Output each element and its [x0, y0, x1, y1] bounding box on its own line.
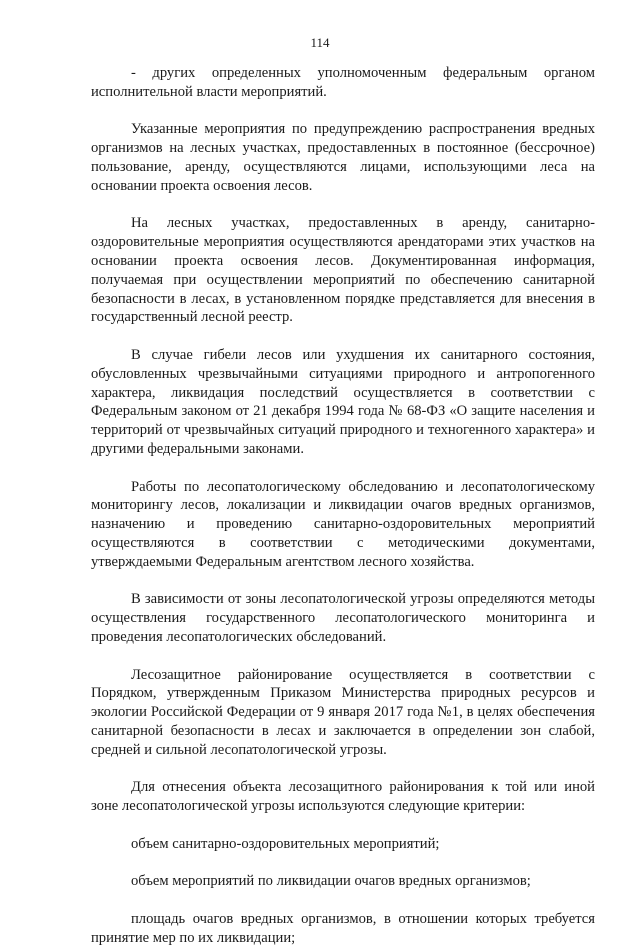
paragraph: - других определенных уполномоченным федеральным органом исполнительной власти мероприятий.: [91, 65, 595, 100]
paragraph: Работы по лесопатологическому обследованию и лесопатологическому мониторингу лесов, локализации и ликвидации очагов вредных организмов, назначению и проведению санитарно-оздоровительных мероприятий осуществляются в соответствии с методическими документами, утверждаемыми Федеральным агентством лесного хозяйства.: [91, 478, 595, 570]
paragraph: В случае гибели лесов или ухудшения их санитарного состояния, обусловленных чрезвычайными ситуациями природного и антропогенного характера, ликвидация последствий осуществляется в соответствии с Федеральным законом от 21 декабря 1994 года № 68-ФЗ «О защите населения и территорий от чрезвычайных ситуаций природного и техногенного характера» и другими федеральными законами.: [91, 346, 595, 457]
page-number: 114: [310, 35, 330, 50]
paragraph: На лесных участках, предоставленных в аренду, санитарно-оздоровительные мероприятия осуществляются арендаторами этих участков на основании проекта освоения лесов. Документированная информация, получаемая при осуществлении мероприятий по обеспечению санитарной безопасности в лесах, в установленном порядке представляется для внесения в государственный лесной реестр.: [91, 215, 595, 326]
document-body: [91, 64, 595, 947]
paragraph: В зависимости от зоны лесопатологической угрозы определяются методы осуществления государственного лесопатологического мониторинга и проведения лесопатологических обследований.: [91, 591, 595, 645]
paragraph: Для отнесения объекта лесозащитного районирования к той или иной зоне лесопатологической угрозы используются следующие критерии:: [91, 779, 595, 815]
paragraph: Указанные мероприятия по предупреждению распространения вредных организмов на лесных участках, предоставленных в постоянное (бессрочное) пользование, аренду, осуществляются лицами, использующими леса на основании проекта освоения лесов.: [91, 121, 595, 194]
list-item: объем санитарно-оздоровительных мероприятий;: [131, 835, 440, 852]
paragraph: Лесозащитное районирование осуществляется в соответствии с Порядком, утвержденным Приказом Министерства природных ресурсов и экологии Российской Федерации от 9 января 2017 года №1, в целях обеспечения санитарной безопасности в лесах и заключается в определении зон слабой, средней и сильной лесопатологической угрозы.: [91, 666, 595, 758]
list-item: объем мероприятий по ликвидации очагов вредных организмов;: [131, 873, 531, 890]
list-item: площадь очагов вредных организмов, в отношении которых требуется принятие мер по их ликвидации;: [91, 910, 595, 946]
